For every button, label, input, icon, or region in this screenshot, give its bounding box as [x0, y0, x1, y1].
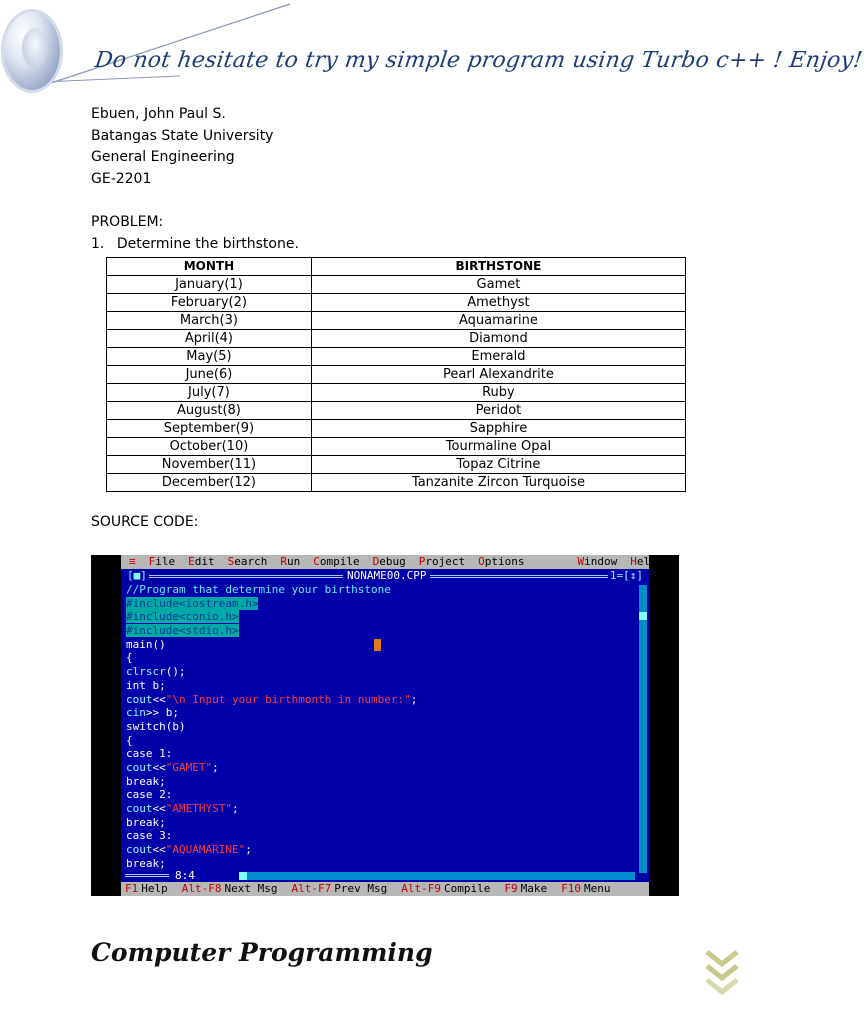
- birthstone-cell: Emerald: [311, 348, 685, 366]
- code-area[interactable]: [126, 583, 636, 870]
- menu-file[interactable]: File: [148, 555, 176, 568]
- footer-title: Computer Programming: [91, 938, 433, 967]
- month-cell: September(9): [107, 420, 312, 438]
- code-line[interactable]: case 1:: [126, 747, 173, 761]
- code-line[interactable]: break;: [126, 815, 166, 829]
- code-line[interactable]: cout<<"\n Input your birthmonth in number:";: [126, 692, 418, 706]
- decorative-orb-shine: [22, 28, 48, 68]
- code-line[interactable]: cout<<"AQUAMARINE";: [126, 843, 252, 857]
- function-key-alt-f8[interactable]: Alt-F8 Next Msg: [181, 882, 278, 895]
- code-line[interactable]: #include<conio.h>: [126, 610, 239, 624]
- ide-editor-window: [121, 569, 649, 882]
- table-header-row: [107, 258, 686, 276]
- horizontal-scrollbar[interactable]: [239, 872, 635, 880]
- table-row: [107, 420, 686, 438]
- month-cell: June(6): [107, 366, 312, 384]
- table-row: [107, 330, 686, 348]
- turbo-cpp-screenshot: [91, 555, 679, 896]
- birthstone-cell: Sapphire: [311, 420, 685, 438]
- problem-number: 1.: [91, 236, 105, 252]
- ide-window-titlebar: [121, 569, 649, 582]
- birthstone-cell: Diamond: [311, 330, 685, 348]
- month-cell: January(1): [107, 276, 312, 294]
- author-section: GE-2201: [91, 170, 152, 187]
- menu-project[interactable]: Project: [418, 555, 466, 568]
- source-code-heading: SOURCE CODE:: [91, 514, 199, 530]
- column-header-month: MONTH: [107, 258, 312, 276]
- table-row: [107, 276, 686, 294]
- code-line[interactable]: main(): [126, 637, 166, 651]
- window-frame-bottom: [125, 874, 169, 877]
- birthstone-cell: Aquamarine: [311, 312, 685, 330]
- code-line[interactable]: #include<stdio.h>: [126, 624, 239, 638]
- birthstone-cell: Tanzanite Zircon Turquoise: [311, 474, 685, 492]
- function-key-f1[interactable]: F1 Help: [125, 882, 168, 895]
- table-row: [107, 294, 686, 312]
- code-line[interactable]: switch(b): [126, 719, 186, 733]
- birthstone-cell: Topaz Citrine: [311, 456, 685, 474]
- function-key-f9[interactable]: F9 Make: [504, 882, 548, 895]
- code-line[interactable]: {: [126, 733, 133, 747]
- ide-window-statusbar: [121, 869, 649, 882]
- table-row: [107, 312, 686, 330]
- ide-function-key-bar: [121, 882, 649, 896]
- problem-heading: PROBLEM:: [91, 214, 164, 230]
- month-cell: November(11): [107, 456, 312, 474]
- menu-search[interactable]: Search: [227, 555, 268, 568]
- author-department: General Engineering: [91, 149, 235, 165]
- birthstone-table: [106, 257, 686, 492]
- month-cell: December(12): [107, 474, 312, 492]
- code-line[interactable]: break;: [126, 774, 166, 788]
- month-cell: July(7): [107, 384, 312, 402]
- function-key-alt-f7[interactable]: Alt-F7 Prev Msg: [291, 882, 388, 895]
- month-cell: February(2): [107, 294, 312, 312]
- problem-statement: [91, 236, 299, 252]
- birthstone-cell: Pearl Alexandrite: [311, 366, 685, 384]
- author-name: Ebuen, John Paul S.: [91, 106, 226, 122]
- column-header-birthstone: BIRTHSTONE: [311, 258, 685, 276]
- month-cell: April(4): [107, 330, 312, 348]
- system-menu[interactable]: ≡: [129, 555, 136, 568]
- table-row: [107, 474, 686, 492]
- month-cell: August(8): [107, 402, 312, 420]
- vertical-scroll-thumb[interactable]: [639, 612, 647, 620]
- author-school: Batangas State University: [91, 127, 274, 144]
- code-line[interactable]: cout<<"AMETHYST";: [126, 802, 239, 815]
- text-cursor: [374, 639, 381, 651]
- code-line[interactable]: //Program that determine your birthstone: [126, 583, 391, 596]
- birthstone-cell: Peridot: [311, 402, 685, 420]
- code-line[interactable]: clrscr();: [126, 665, 186, 679]
- menu-window[interactable]: Window: [577, 555, 618, 568]
- code-line[interactable]: #include<iostream.h>: [126, 596, 259, 610]
- table-row: [107, 438, 686, 456]
- ide-menu-bar: [121, 555, 657, 569]
- code-line[interactable]: cin>> b;: [126, 706, 179, 720]
- window-close-box[interactable]: [■]: [127, 569, 147, 582]
- month-cell: March(3): [107, 312, 312, 330]
- code-line[interactable]: {: [126, 651, 133, 665]
- page-headline: Do not hesitate to try my simple program using Turbo c++ ! Enjoy!: [93, 48, 864, 73]
- table-row: [107, 348, 686, 366]
- table-row: [107, 384, 686, 402]
- window-file-name: NONAME00.CPP: [343, 569, 430, 582]
- code-line[interactable]: cout<<"GAMET";: [126, 760, 219, 774]
- birthstone-cell: Gamet: [311, 276, 685, 294]
- double-chevron-down-icon: [704, 948, 740, 998]
- author-block: [91, 104, 273, 190]
- problem-text: Determine the birthstone.: [116, 236, 299, 252]
- birthstone-cell: Amethyst: [311, 294, 685, 312]
- code-line[interactable]: int b;: [126, 678, 166, 692]
- function-key-f10[interactable]: F10 Menu: [561, 882, 611, 895]
- code-line[interactable]: case 2:: [126, 788, 173, 802]
- menu-help[interactable]: Help: [630, 555, 657, 568]
- menu-debug[interactable]: Debug: [372, 555, 406, 568]
- month-cell: May(5): [107, 348, 312, 366]
- menu-edit[interactable]: Edit: [188, 555, 215, 568]
- table-row: [107, 402, 686, 420]
- menu-options[interactable]: Options: [478, 555, 525, 568]
- code-line[interactable]: case 3:: [126, 829, 173, 843]
- table-row: [107, 366, 686, 384]
- birthstone-cell: Tourmaline Opal: [311, 438, 685, 456]
- table-row: [107, 456, 686, 474]
- menu-run[interactable]: Run: [280, 555, 301, 568]
- birthstone-cell: Ruby: [311, 384, 685, 402]
- cursor-position: 8:4: [175, 869, 195, 882]
- window-number[interactable]: 1=[↕]: [609, 569, 643, 582]
- function-key-alt-f9[interactable]: Alt-F9 Compile: [401, 882, 491, 895]
- vertical-scrollbar[interactable]: [639, 585, 647, 873]
- month-cell: October(10): [107, 438, 312, 456]
- code-line[interactable]: break;: [126, 856, 166, 870]
- horizontal-scroll-thumb[interactable]: [239, 872, 247, 880]
- menu-compile[interactable]: Compile: [313, 555, 360, 568]
